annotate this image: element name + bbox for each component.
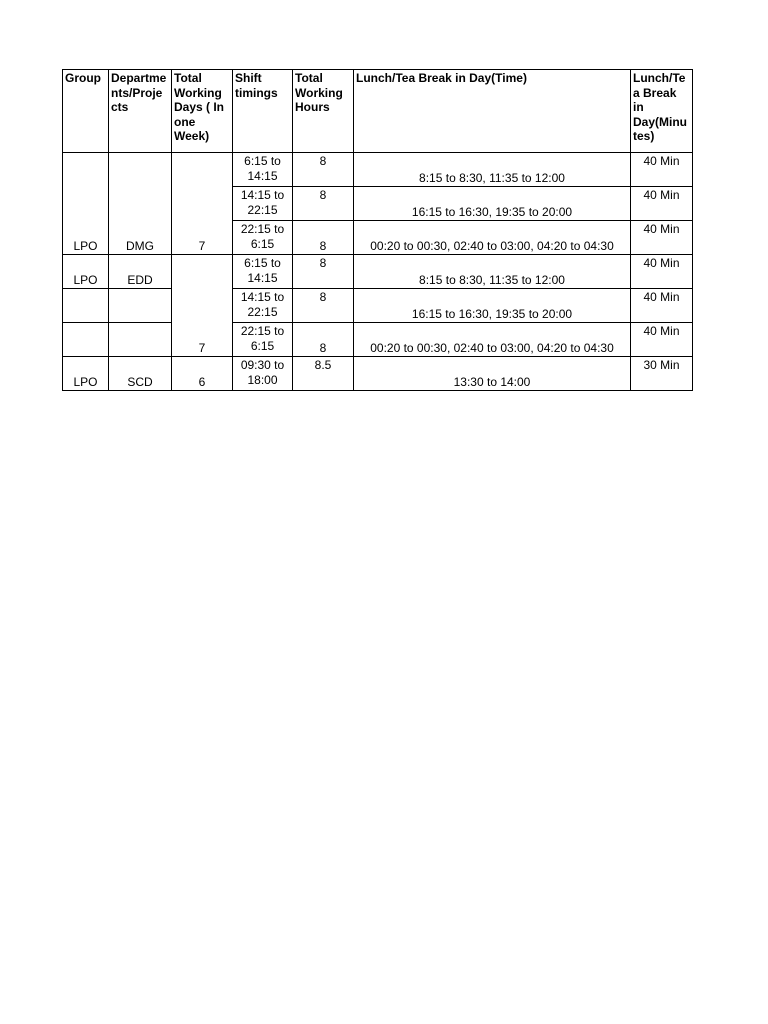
- hours-cell: 8: [293, 187, 354, 221]
- table-row: [63, 323, 693, 357]
- break-minutes-cell: 40 Min: [631, 289, 693, 323]
- break-minutes-cell: 40 Min: [631, 187, 693, 221]
- header-working-days: Total Working Days ( In one Week): [172, 70, 233, 153]
- table-row: [63, 357, 693, 391]
- hours-cell: 8: [293, 289, 354, 323]
- group-cell: LPO: [63, 153, 109, 255]
- break-minutes-cell: 40 Min: [631, 323, 693, 357]
- hours-cell: 8: [293, 323, 354, 357]
- table-row: [63, 255, 693, 289]
- header-break-time: Lunch/Tea Break in Day(Time): [354, 70, 631, 153]
- department-cell: SCD: [109, 357, 172, 391]
- shift-cell: 14:15 to 22:15: [233, 187, 293, 221]
- header-working-hours: Total Working Hours: [293, 70, 354, 153]
- working-days-cell: 7: [172, 153, 233, 255]
- shift-cell: 6:15 to 14:15: [233, 255, 293, 289]
- department-cell: EDD: [109, 255, 172, 289]
- table-row: [63, 289, 693, 323]
- empty-department-cell: [109, 289, 172, 323]
- hours-cell: 8: [293, 255, 354, 289]
- department-cell: DMG: [109, 153, 172, 255]
- hours-cell: 8: [293, 221, 354, 255]
- group-cell: LPO: [63, 357, 109, 391]
- header-row: [63, 70, 693, 153]
- break-time-cell: 8:15 to 8:30, 11:35 to 12:00: [354, 153, 631, 187]
- hours-cell: 8.5: [293, 357, 354, 391]
- table-row: [63, 153, 693, 187]
- header-break-minutes: Lunch/Tea Break in Day(Minutes): [631, 70, 693, 153]
- header-shift-timings: Shift timings: [233, 70, 293, 153]
- break-minutes-cell: 40 Min: [631, 221, 693, 255]
- break-time-cell: 00:20 to 00:30, 02:40 to 03:00, 04:20 to 04:30: [354, 323, 631, 357]
- working-days-cell: 7: [172, 255, 233, 357]
- break-minutes-cell: 30 Min: [631, 357, 693, 391]
- break-minutes-cell: 40 Min: [631, 255, 693, 289]
- break-time-cell: 16:15 to 16:30, 19:35 to 20:00: [354, 187, 631, 221]
- header-department: Departments/Projects: [109, 70, 172, 153]
- break-minutes-cell: 40 Min: [631, 153, 693, 187]
- break-time-cell: 8:15 to 8:30, 11:35 to 12:00: [354, 255, 631, 289]
- hours-cell: 8: [293, 153, 354, 187]
- empty-department-cell: [109, 323, 172, 357]
- group-cell: LPO: [63, 255, 109, 289]
- shift-cell: 14:15 to 22:15: [233, 289, 293, 323]
- break-time-cell: 00:20 to 00:30, 02:40 to 03:00, 04:20 to 04:30: [354, 221, 631, 255]
- shift-cell: 22:15 to 6:15: [233, 323, 293, 357]
- break-time-cell: 16:15 to 16:30, 19:35 to 20:00: [354, 289, 631, 323]
- shift-schedule-table: [62, 69, 693, 391]
- shift-cell: 22:15 to 6:15: [233, 221, 293, 255]
- shift-cell: 09:30 to 18:00: [233, 357, 293, 391]
- shift-cell: 6:15 to 14:15: [233, 153, 293, 187]
- empty-group-cell: [63, 323, 109, 357]
- break-time-cell: 13:30 to 14:00: [354, 357, 631, 391]
- header-group: Group: [63, 70, 109, 153]
- working-days-cell: 6: [172, 357, 233, 391]
- empty-group-cell: [63, 289, 109, 323]
